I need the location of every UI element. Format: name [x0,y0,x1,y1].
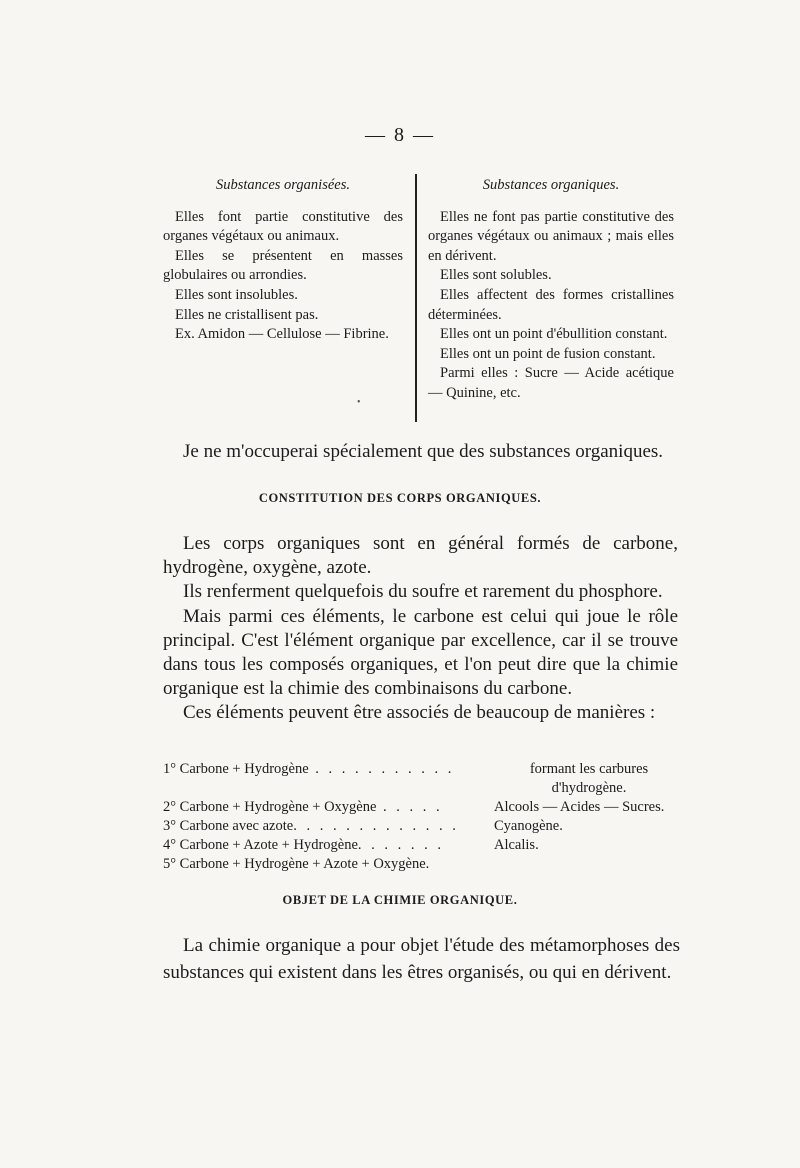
leader-dots: . . . . . [376,799,443,815]
leader-dots: . . . . . . . [357,837,445,853]
section-heading-constitution: CONSTITUTION DES CORPS ORGANIQUES. [258,491,542,505]
column-heading: Substances organisées. [216,177,350,193]
page-number: — 8 — [365,124,435,146]
column-paragraph: Elles ne font pas partie constitutive des organes végétaux ou animaux ; mais elles en dérivent. [428,208,674,264]
body-paragraph: Les corps organiques sont en général formés de carbone, hydrogène, oxygène, azote. [163,533,678,579]
combination-elements: 2° Carbone + Hydrogène + Oxygène [163,799,377,815]
column-divider [415,174,417,422]
combination-result: Alcools — Acides — Sucres. [494,799,665,815]
column-paragraph: Ex. Amidon — Cellulose — Fibrine. [175,326,389,343]
column-paragraph: Elles se présentent en masses globulaires ou arrondies. [163,247,403,284]
combination-elements: 1° Carbone + Hydrogène [163,761,309,777]
column-paragraph: Elles affectent des formes cristallines déterminées. [428,286,674,323]
combination-elements: 3° Carbone avec azote [163,818,294,834]
combination-result: Cyanogène. [494,818,563,834]
combinations-list [163,760,688,874]
organic-substances-column [428,176,674,404]
ink-dot: • [357,397,361,408]
section-heading-object: OBJET DE LA CHIMIE ORGANIQUE. [282,893,518,907]
constitution-text [163,532,678,726]
column-paragraph: Elles ont un point de fusion constant. [440,345,656,362]
column-paragraph: Elles ont un point d'ébullition constant. [440,326,668,343]
column-paragraph: Elles sont solubles. [440,267,552,284]
combination-item [163,760,688,798]
intro-paragraph: Je ne m'occuperai spécialement que des substances organiques. [183,441,664,462]
column-paragraph: Elles ne cristallisent pas. [175,306,319,323]
leader-dots: . . . . . . . . . . . [308,761,455,777]
column-paragraph: Elles sont insolubles. [175,286,298,303]
leader-dots: . . . . . . . . . . . . . [293,818,459,834]
combination-item [163,798,688,817]
outro-paragraph: La chimie organique a pour objet l'étude des métamorphoses des substances qui existent dans les êtres organisés, ou qui en dérivent. [163,935,680,983]
body-paragraph: Mais parmi ces éléments, le carbone est celui qui joue le rôle principal. C'est l'élément organique par excellence, car il se trouve dans tous les composés organiques, et l'on peut dire que la chimie organique est la chimie des combinaisons du carbone. [163,605,678,700]
body-paragraph: Ces éléments peuvent être associés de beaucoup de manières : [183,702,656,724]
column-paragraph: Parmi elles : Sucre — Acide acétique — Quinine, etc. [428,365,674,401]
combination-item [163,855,688,874]
combination-item [163,836,688,855]
combination-result: formant les carbures d'hydrogène. [529,761,649,796]
column-paragraph: Elles font partie constitutive des organes végétaux ou animaux. [163,208,403,245]
combination-result: Alcalis. [494,837,539,853]
combination-item [163,817,688,836]
combination-elements: 4° Carbone + Azote + Hydrogène [163,837,358,853]
organized-substances-column [163,176,403,345]
column-heading: Substances organiques. [482,177,620,193]
body-paragraph: Ils renferment quelquefois du soufre et rarement du phosphore. [183,581,663,603]
combination-elements: 5° Carbone + Hydrogène + Azote + Oxygène. [163,856,430,872]
